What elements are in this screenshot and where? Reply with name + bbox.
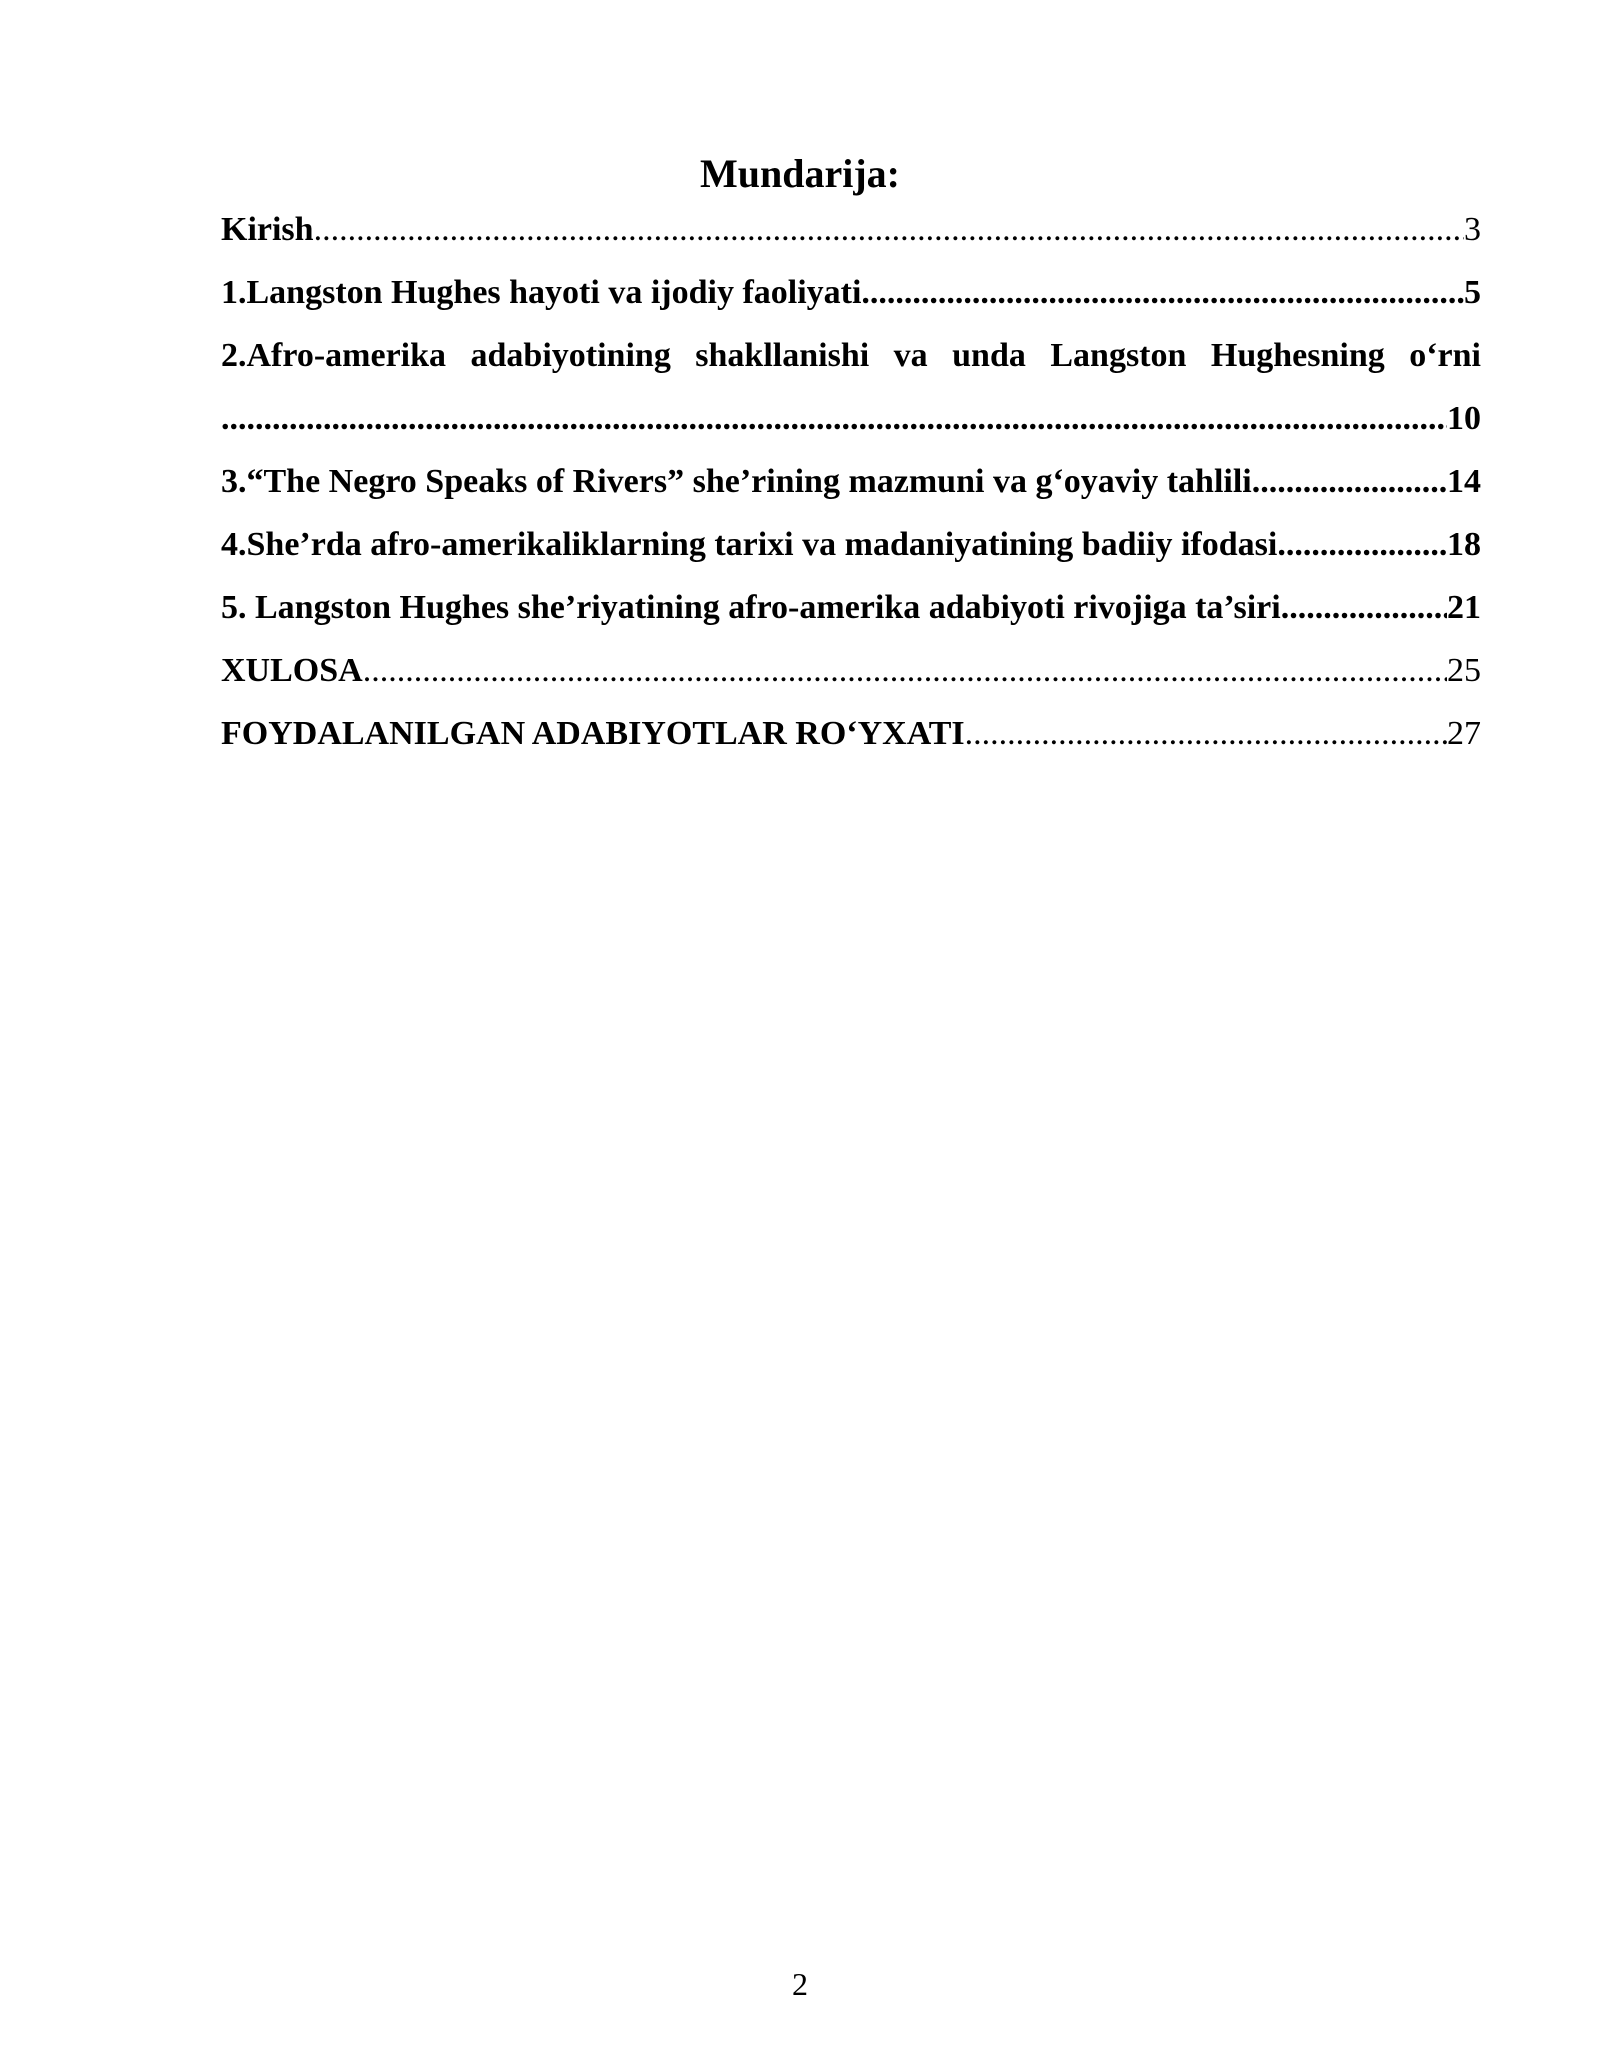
toc-entry-page: 27	[1447, 715, 1481, 752]
table-of-contents	[221, 198, 1481, 765]
toc-leader-dots	[1252, 450, 1447, 513]
toc-entry-page: 5	[1464, 274, 1481, 311]
toc-entry-page: 14	[1447, 463, 1481, 500]
toc-entry-label: 4.She’rda afro-amerikaliklarning tarixi va madaniyatining badiiy ifodasi	[221, 526, 1278, 563]
toc-entry-page: 21	[1447, 589, 1481, 626]
toc-entry-label: Kirish	[221, 211, 314, 248]
toc-leader-dots	[363, 639, 1447, 702]
toc-entry-1	[221, 261, 1481, 324]
toc-entry-page: 25	[1447, 652, 1481, 689]
toc-title: Mundarija:	[700, 151, 900, 196]
toc-entry-page: 10	[1447, 400, 1481, 437]
toc-leader-dots	[314, 198, 1464, 261]
toc-entry-references	[221, 702, 1481, 765]
toc-leader-dots	[965, 702, 1447, 765]
toc-entry-2: 2.Afro-amerika adabiyotining shakllanishi va unda Langston Hughesning o‘rni	[221, 337, 1481, 374]
toc-entry-label: 5. Langston Hughes she’riyatining afro-amerika adabiyoti rivojiga ta’siri	[221, 589, 1281, 626]
page-number: 2	[792, 1966, 808, 2002]
toc-entry-2-continuation	[221, 387, 1481, 450]
toc-entry-5	[221, 576, 1481, 639]
toc-entry-xulosa	[221, 639, 1481, 702]
toc-entry-label: 1.Langston Hughes hayoti va ijodiy faoliyati	[221, 274, 862, 311]
toc-entry-page: 18	[1447, 526, 1481, 563]
toc-entry-label: 3.“The Negro Speaks of Rivers” she’rining mazmuni va g‘oyaviy tahlili	[221, 463, 1252, 500]
toc-leader-dots	[861, 261, 1464, 324]
toc-entry-label: XULOSA	[221, 652, 363, 689]
toc-leader-dots	[221, 387, 1447, 450]
toc-entry-kirish	[221, 198, 1481, 261]
toc-entry-label: FOYDALANILGAN ADABIYOTLAR RO‘YXATI	[221, 715, 965, 752]
toc-leader-dots	[1281, 576, 1447, 639]
toc-entry-4	[221, 513, 1481, 576]
toc-leader-dots	[1277, 513, 1447, 576]
toc-entry-3	[221, 450, 1481, 513]
toc-entry-page: 3	[1464, 211, 1481, 248]
